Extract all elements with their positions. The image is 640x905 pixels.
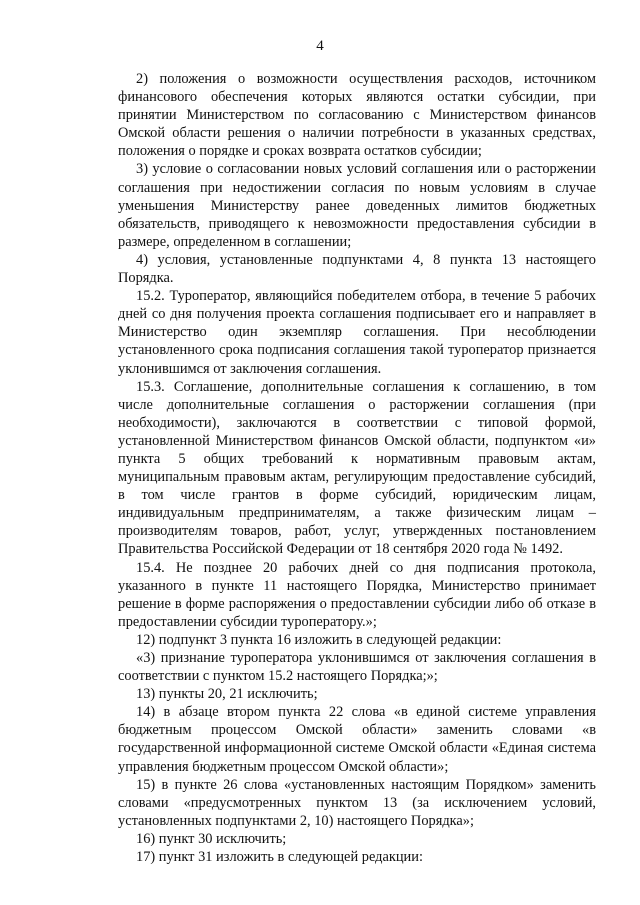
- paragraph-amendment-12-text: «3) признание туроператора уклонившимся от заключения соглашения в соответствии с пунктом 15.2 настоящего Порядка;»;: [118, 650, 596, 685]
- paragraph-amendment-16: 16) пункт 30 исключить;: [136, 830, 287, 847]
- paragraph-15-2: 15.2. Туроператор, являющийся победителем отбора, в течение 5 рабочих дней со дня получения проекта соглашения подписывает его и направляет в Министерство один экземпляр соглашения. При несоблюдении установленного срока подписания соглашения такой туроператор признается уклонившимся от заключения соглашения.: [118, 288, 596, 377]
- paragraph-item-2-funding-remainders: 2) положения о возможности осуществления расходов, источником финансового обеспечения которых являются остатки субсидии, при принятии Министерством по согласованию с Министерством финансов Омской области решения о наличии потребности в указанных средствах, положения о порядке и сроках возврата остатков субсидии;: [118, 71, 596, 160]
- paragraph-amendment-17: 17) пункт 31 изложить в следующей редакции:: [136, 849, 423, 866]
- document-body: [118, 70, 596, 866]
- paragraph-amendment-13: 13) пункты 20, 21 исключить;: [136, 686, 318, 703]
- paragraph-amendment-15: 15) в пункте 26 слова «установленных настоящим Порядком» заменить словами «предусмотренных пунктом 13 (за исключением условий, установленных подпунктами 2, 10) настоящего Порядка»;: [118, 776, 596, 829]
- paragraph-15-4: 15.4. Не позднее 20 рабочих дней со дня подписания протокола, указанного в пункте 11 настоящего Порядка, Министерство принимает решение в форме распоряжения о предоставлении субсидии либо об отказе в предоставлении субсидии туроператору.»;: [118, 559, 596, 630]
- paragraph-15-3: 15.3. Соглашение, дополнительные соглашения к соглашению, в том числе дополнительные соглашения о расторжении соглашения (при необходимости), заключаются в соответствии с типовой формой, установленной Министерством финансов Омской области, подпунктом «и» пункта 5 общих требований к нормативным правовым актам, муниципальным правовым актам, регулирующим предоставление субсидий, в том числе грантов в форме субсидий, юридическим лицам, индивидуальным предпринимателям, а также физическим лицам – производителям товаров, работ, услуг, утвержденных постановлением Правительства Российской Федерации от 18 сентября 2020 года № 1492.: [118, 378, 596, 558]
- paragraph-amendment-12: 12) подпункт 3 пункта 16 изложить в следующей редакции:: [136, 631, 502, 648]
- paragraph-item-3-new-terms-condition: 3) условие о согласовании новых условий соглашения или о расторжении соглашения при недостижении согласия по новым условиям в случае уменьшения Министерству ранее доведенных лимитов бюджетных обязательств, приводящего к невозможности предоставления субсидии в размере, определенном в соглашении;: [118, 161, 596, 250]
- page-number: 4: [316, 38, 324, 54]
- paragraph-amendment-14: 14) в абзаце втором пункта 22 слова «в единой системе управления бюджетным процессом Омской области» заменить словами «в государственной информационной системе Омской области «Единая система управления бюджетным процессом Омской области»;: [118, 704, 596, 775]
- paragraph-item-4-conditions: 4) условия, установленные подпунктами 4, 8 пункта 13 настоящего Порядка.: [118, 251, 596, 287]
